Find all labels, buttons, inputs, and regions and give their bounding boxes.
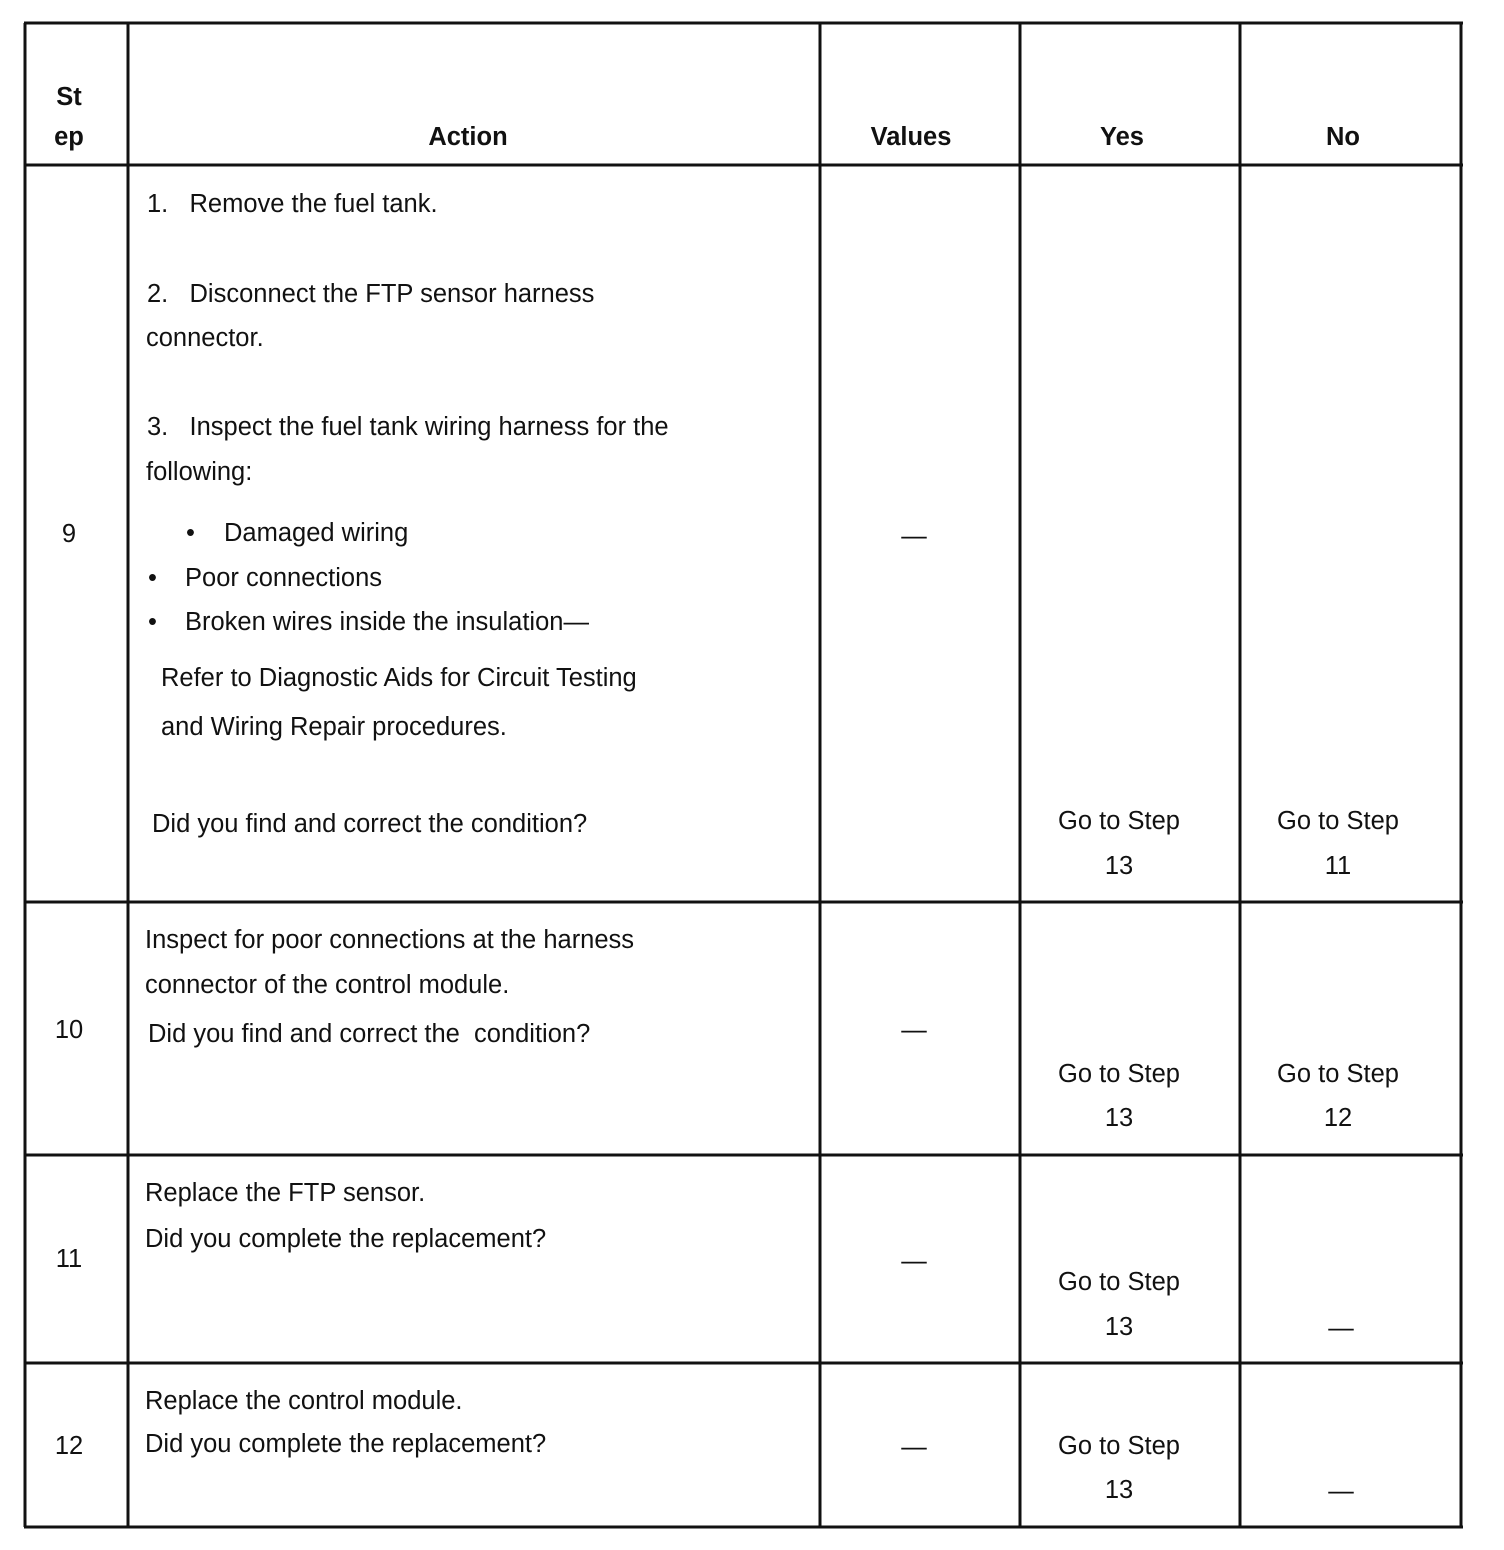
row9-step: 9 (61, 520, 77, 548)
bullet-marker: • (186, 519, 195, 547)
header-yes: Yes (1100, 123, 1144, 151)
row11-question: Did you complete the replacement? (145, 1225, 547, 1253)
row11-step: 11 (55, 1245, 83, 1273)
row11-values-dash: — (901, 1247, 927, 1275)
row9-no-line2: 11 (1324, 852, 1352, 880)
row12-no-dash: — (1328, 1477, 1354, 1505)
row12-question: Did you complete the replacement? (145, 1430, 547, 1458)
row9-refer-line2: and Wiring Repair procedures. (161, 713, 507, 741)
row9-no-line1: Go to Step (1277, 807, 1399, 835)
row10-action-line2: connector of the control module. (145, 971, 510, 999)
row11-action-line1: Replace the FTP sensor. (145, 1179, 426, 1207)
row9-bullet2: Poor connections (185, 564, 383, 592)
row10-values-dash: — (901, 1016, 927, 1044)
row9-yes-line2: 13 (1104, 852, 1134, 880)
row12-action-line1: Replace the control module. (145, 1387, 463, 1415)
header-values: Values (870, 123, 952, 151)
row12-yes-line1: Go to Step (1058, 1432, 1180, 1460)
row10-yes-line1: Go to Step (1058, 1060, 1180, 1088)
header-no: No (1326, 123, 1360, 151)
header-action: Action (428, 123, 508, 151)
row9-action-item2-line2: connector. (146, 324, 264, 352)
row12-step: 12 (54, 1432, 84, 1460)
row10-question: Did you find and correct the condition? (148, 1020, 591, 1048)
row10-step: 10 (54, 1016, 84, 1044)
row12-values-dash: — (901, 1433, 927, 1461)
row10-action-line1: Inspect for poor connections at the harness (145, 926, 635, 954)
row11-yes-line1: Go to Step (1058, 1268, 1180, 1296)
row10-no-line2: 12 (1323, 1104, 1353, 1132)
row11-no-dash: — (1328, 1314, 1354, 1342)
bullet-marker: • (148, 564, 157, 592)
row9-action-item3-line1: 3. Inspect the fuel tank wiring harness for the (147, 413, 669, 441)
row9-action-item3-line2: following: (146, 458, 253, 486)
row9-bullet1: Damaged wiring (224, 519, 409, 547)
row9-question: Did you find and correct the condition? (152, 810, 588, 838)
row9-values-dash: — (901, 522, 927, 550)
row10-no-line1: Go to Step (1277, 1060, 1399, 1088)
row11-yes-line2: 13 (1104, 1313, 1134, 1341)
row9-bullet3: Broken wires inside the insulation— (185, 608, 589, 636)
header-step-line2: ep (54, 123, 84, 151)
row9-action-item2-line1: 2. Disconnect the FTP sensor harness (147, 280, 595, 308)
row12-yes-line2: 13 (1104, 1476, 1134, 1504)
row9-refer-line1: Refer to Diagnostic Aids for Circuit Testing (161, 664, 637, 692)
row9-yes-line1: Go to Step (1058, 807, 1180, 835)
header-step-line1: St (56, 83, 82, 111)
bullet-marker: • (148, 608, 157, 636)
row10-yes-line2: 13 (1104, 1104, 1134, 1132)
row9-action-item1: 1. Remove the fuel tank. (147, 190, 438, 218)
